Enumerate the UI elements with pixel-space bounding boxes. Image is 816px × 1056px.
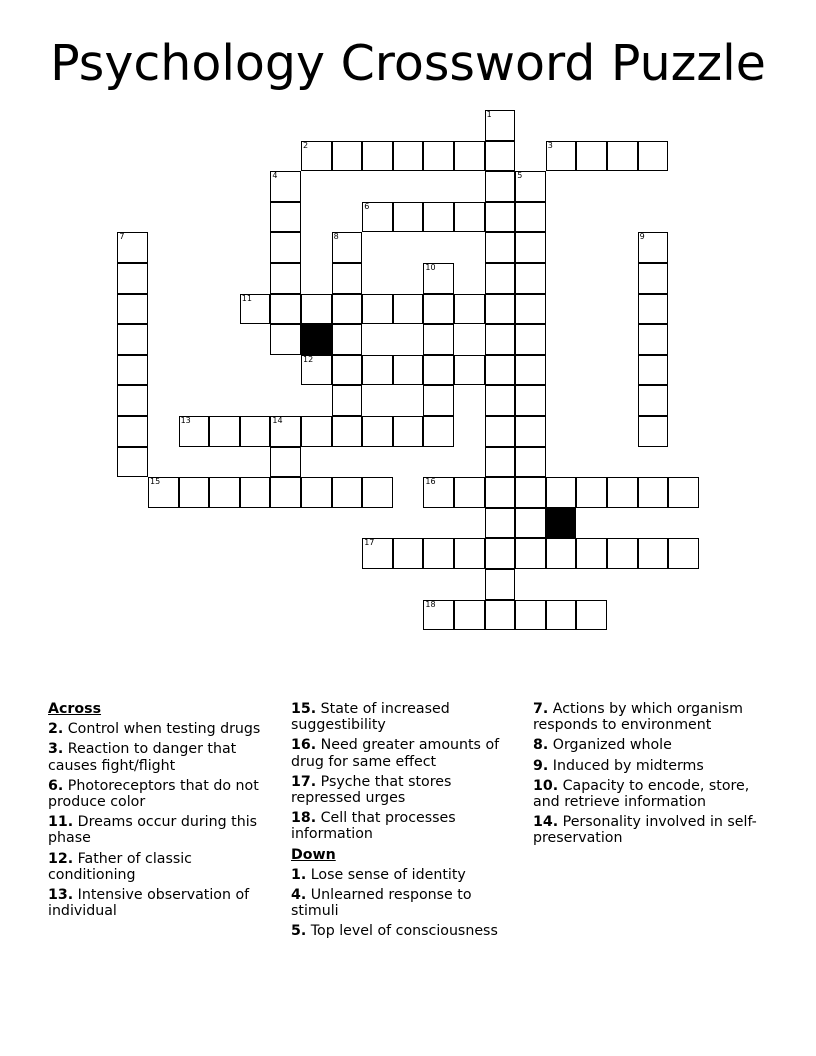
grid-cell[interactable] <box>270 324 301 355</box>
grid-cell[interactable] <box>240 294 271 325</box>
grid-cell[interactable] <box>362 355 393 386</box>
grid-cell[interactable] <box>454 600 485 631</box>
grid-cell[interactable] <box>454 355 485 386</box>
clue-text: Organized whole <box>548 737 672 754</box>
grid-cell[interactable] <box>270 171 301 202</box>
clue-text: Personality involved in self-preservation <box>533 814 757 847</box>
clues-column-1 <box>48 701 273 923</box>
grid-cell[interactable] <box>270 416 301 447</box>
grid-cell[interactable] <box>485 569 516 600</box>
cell-number: 8 <box>333 232 339 242</box>
grid-cell[interactable] <box>332 355 363 386</box>
grid-cell[interactable] <box>117 324 148 355</box>
clue-text: Capacity to encode, store, and retrieve information <box>533 777 750 811</box>
grid-cell[interactable] <box>485 110 516 141</box>
grid-cell[interactable] <box>638 385 669 416</box>
cell-number: 1 <box>486 110 492 119</box>
grid-cell[interactable] <box>423 416 454 447</box>
grid-cell[interactable] <box>362 477 393 508</box>
grid-cell[interactable] <box>209 477 240 508</box>
across-clue <box>48 851 273 883</box>
grid-cell[interactable] <box>515 538 546 569</box>
clue-text: Father of classic conditioning <box>48 850 192 883</box>
clue-text: Photoreceptors that do not produce color <box>48 777 259 811</box>
grid-cell[interactable] <box>179 477 210 508</box>
grid-cell[interactable] <box>638 538 669 569</box>
grid-cell[interactable] <box>209 416 240 447</box>
down-header: Down <box>291 846 336 863</box>
grid-cell[interactable] <box>485 600 516 631</box>
clue-number: 13. <box>48 887 74 904</box>
grid-cell[interactable] <box>423 355 454 386</box>
black-cell <box>301 324 332 355</box>
clue-number: 11. <box>48 814 74 831</box>
grid-cell[interactable] <box>515 232 546 263</box>
grid-cell[interactable] <box>485 141 516 172</box>
across-clue <box>48 721 273 737</box>
grid-cell[interactable] <box>485 294 516 325</box>
grid-cell[interactable] <box>117 263 148 294</box>
clue-number: 6. <box>48 777 64 794</box>
grid-cell[interactable] <box>423 324 454 355</box>
grid-cell[interactable] <box>332 324 363 355</box>
cell-number: 14 <box>272 416 283 425</box>
grid-cell[interactable] <box>148 477 179 508</box>
grid-cell[interactable] <box>515 600 546 631</box>
grid-cell[interactable] <box>515 263 546 294</box>
grid-cell[interactable] <box>332 385 363 416</box>
grid-cell[interactable] <box>423 385 454 416</box>
grid-cell[interactable] <box>515 447 546 478</box>
grid-cell[interactable] <box>485 477 516 508</box>
grid-cell[interactable] <box>423 141 454 172</box>
grid-cell[interactable] <box>485 508 516 539</box>
grid-cell[interactable] <box>454 477 485 508</box>
grid-cell[interactable] <box>117 447 148 478</box>
clue-number: 8. <box>533 737 549 754</box>
clue-text: Actions by which organism responds to environment <box>533 701 743 734</box>
grid-cell[interactable] <box>638 141 669 172</box>
clue-text: Intensive observation of individual <box>48 887 250 920</box>
grid-cell[interactable] <box>301 477 332 508</box>
grid-cell[interactable] <box>393 202 424 233</box>
grid-cell[interactable] <box>485 447 516 478</box>
cell-number: 7 <box>119 232 125 242</box>
grid-cell[interactable] <box>454 294 485 325</box>
clue-number: 18. <box>291 810 317 827</box>
cell-number: 6 <box>364 201 370 211</box>
grid-cell[interactable] <box>362 538 393 569</box>
grid-cell[interactable] <box>270 263 301 294</box>
grid-cell[interactable] <box>117 294 148 325</box>
grid-cell[interactable] <box>423 538 454 569</box>
grid-cell[interactable] <box>179 416 210 447</box>
across-clue <box>48 814 273 846</box>
grid-cell[interactable] <box>515 171 546 202</box>
grid-cell[interactable] <box>638 232 669 263</box>
grid-cell[interactable] <box>485 202 516 233</box>
grid-cell[interactable] <box>393 416 424 447</box>
clue-number: 17. <box>291 773 317 790</box>
clue-text: Dreams occur during this phase <box>48 814 258 847</box>
clue-number: 2. <box>48 721 64 738</box>
grid-cell[interactable] <box>638 416 669 447</box>
cell-number: 17 <box>364 538 375 548</box>
grid-cell[interactable] <box>485 538 516 569</box>
down-clue <box>291 867 521 883</box>
across-clue <box>291 737 521 769</box>
across-clue <box>291 701 521 733</box>
grid-cell[interactable] <box>240 477 271 508</box>
clue-number: 7. <box>533 701 549 717</box>
grid-cell[interactable] <box>515 294 546 325</box>
clue-number: 1. <box>291 866 307 883</box>
cell-number: 2 <box>303 140 309 150</box>
grid-cell[interactable] <box>393 538 424 569</box>
grid-cell[interactable] <box>423 477 454 508</box>
clue-number: 3. <box>48 741 64 758</box>
across-clue <box>48 887 273 919</box>
grid-cell[interactable] <box>332 416 363 447</box>
grid-cell[interactable] <box>485 171 516 202</box>
down-clue <box>291 887 521 919</box>
grid-cell[interactable] <box>638 263 669 294</box>
clue-number: 14. <box>533 814 559 831</box>
cell-number: 11 <box>241 293 252 303</box>
down-clue <box>533 778 773 810</box>
grid-cell[interactable] <box>270 447 301 478</box>
clue-text: Cell that processes information <box>291 810 456 843</box>
grid-cell[interactable] <box>638 355 669 386</box>
grid-cell[interactable] <box>362 202 393 233</box>
clue-text: Control when testing drugs <box>63 721 261 738</box>
clue-text: Induced by midterms <box>548 757 704 774</box>
grid-cell[interactable] <box>546 600 577 631</box>
grid-cell[interactable] <box>393 294 424 325</box>
down-clue <box>533 701 773 733</box>
grid-cell[interactable] <box>607 141 638 172</box>
grid-cell[interactable] <box>546 477 577 508</box>
grid-cell[interactable] <box>485 385 516 416</box>
cell-number: 4 <box>272 171 278 181</box>
cell-number: 16 <box>425 477 436 487</box>
grid-cell[interactable] <box>423 294 454 325</box>
grid-cell[interactable] <box>576 600 607 631</box>
grid-cell[interactable] <box>423 263 454 294</box>
clue-number: 15. <box>291 701 317 717</box>
grid-cell[interactable] <box>270 232 301 263</box>
page-title: Psychology Crossword Puzzle <box>50 35 766 92</box>
clue-number: 5. <box>291 923 307 940</box>
grid-cell[interactable] <box>362 294 393 325</box>
down-clue <box>291 923 521 939</box>
grid-cell[interactable] <box>117 232 148 263</box>
clue-number: 4. <box>291 887 307 904</box>
grid-cell[interactable] <box>301 355 332 386</box>
grid-cell[interactable] <box>301 294 332 325</box>
across-header: Across <box>48 701 102 717</box>
grid-cell[interactable] <box>485 324 516 355</box>
grid-cell[interactable] <box>454 141 485 172</box>
grid-cell[interactable] <box>515 202 546 233</box>
grid-cell[interactable] <box>607 477 638 508</box>
grid-cell[interactable] <box>117 355 148 386</box>
across-clue <box>48 778 273 810</box>
clue-text: Psyche that stores repressed urges <box>291 773 452 807</box>
grid-cell[interactable] <box>393 141 424 172</box>
clue-text: Lose sense of identity <box>306 866 466 883</box>
grid-cell[interactable] <box>638 324 669 355</box>
grid-cell[interactable] <box>270 294 301 325</box>
cell-number: 18 <box>425 599 436 609</box>
grid-cell[interactable] <box>332 263 363 294</box>
grid-cell[interactable] <box>423 600 454 631</box>
grid-cell[interactable] <box>607 538 638 569</box>
clue-number: 9. <box>533 757 549 774</box>
cell-number: 10 <box>425 263 436 272</box>
grid-cell[interactable] <box>515 355 546 386</box>
grid-cell[interactable] <box>332 141 363 172</box>
grid-cell[interactable] <box>668 538 699 569</box>
grid-cell[interactable] <box>638 294 669 325</box>
grid-cell[interactable] <box>423 202 454 233</box>
clue-text: Unlearned response to stimuli <box>291 887 472 920</box>
grid-cell[interactable] <box>515 416 546 447</box>
grid-cell[interactable] <box>454 538 485 569</box>
grid-cell[interactable] <box>576 538 607 569</box>
across-clue <box>48 741 273 773</box>
clue-text: Need greater amounts of drug for same effect <box>291 737 500 770</box>
cell-number: 9 <box>639 232 645 242</box>
grid-cell[interactable] <box>301 416 332 447</box>
cell-number: 12 <box>303 354 314 364</box>
grid-cell[interactable] <box>576 477 607 508</box>
clue-number: 16. <box>291 737 317 754</box>
clue-text: Reaction to danger that causes fight/flight <box>48 741 237 774</box>
grid-cell[interactable] <box>454 202 485 233</box>
grid-cell[interactable] <box>240 416 271 447</box>
grid-cell[interactable] <box>301 141 332 172</box>
clue-text: Top level of consciousness <box>306 923 498 940</box>
clue-text: State of increased suggestibility <box>291 701 450 734</box>
grid-cell[interactable] <box>485 355 516 386</box>
cell-number: 15 <box>150 477 161 487</box>
grid-cell[interactable] <box>515 477 546 508</box>
grid-cell[interactable] <box>576 141 607 172</box>
cell-number: 3 <box>547 140 553 150</box>
grid-cell[interactable] <box>485 263 516 294</box>
grid-cell[interactable] <box>270 477 301 508</box>
black-cell <box>546 508 577 539</box>
grid-cell[interactable] <box>332 294 363 325</box>
grid-cell[interactable] <box>117 416 148 447</box>
grid-cell[interactable] <box>393 355 424 386</box>
grid-cell[interactable] <box>117 385 148 416</box>
grid-cell[interactable] <box>515 385 546 416</box>
grid-cell[interactable] <box>546 141 577 172</box>
clues-column-2 <box>291 701 521 944</box>
grid-cell[interactable] <box>515 508 546 539</box>
down-clue <box>533 814 773 846</box>
across-clue <box>291 774 521 806</box>
grid-cell[interactable] <box>485 416 516 447</box>
cell-number: 5 <box>517 171 523 181</box>
grid-cell[interactable] <box>362 416 393 447</box>
down-clue <box>533 758 773 774</box>
cell-number: 13 <box>180 416 191 425</box>
grid-cell[interactable] <box>515 324 546 355</box>
grid-cell[interactable] <box>485 232 516 263</box>
grid-cell[interactable] <box>668 477 699 508</box>
grid-cell[interactable] <box>332 232 363 263</box>
grid-cell[interactable] <box>546 538 577 569</box>
clues-column-3 <box>533 701 773 851</box>
across-clue <box>291 810 521 842</box>
grid-cell[interactable] <box>638 477 669 508</box>
grid-cell[interactable] <box>362 141 393 172</box>
down-clue <box>533 737 773 753</box>
clue-number: 10. <box>533 777 559 794</box>
grid-cell[interactable] <box>332 477 363 508</box>
grid-cell[interactable] <box>270 202 301 233</box>
clue-number: 12. <box>48 850 74 867</box>
